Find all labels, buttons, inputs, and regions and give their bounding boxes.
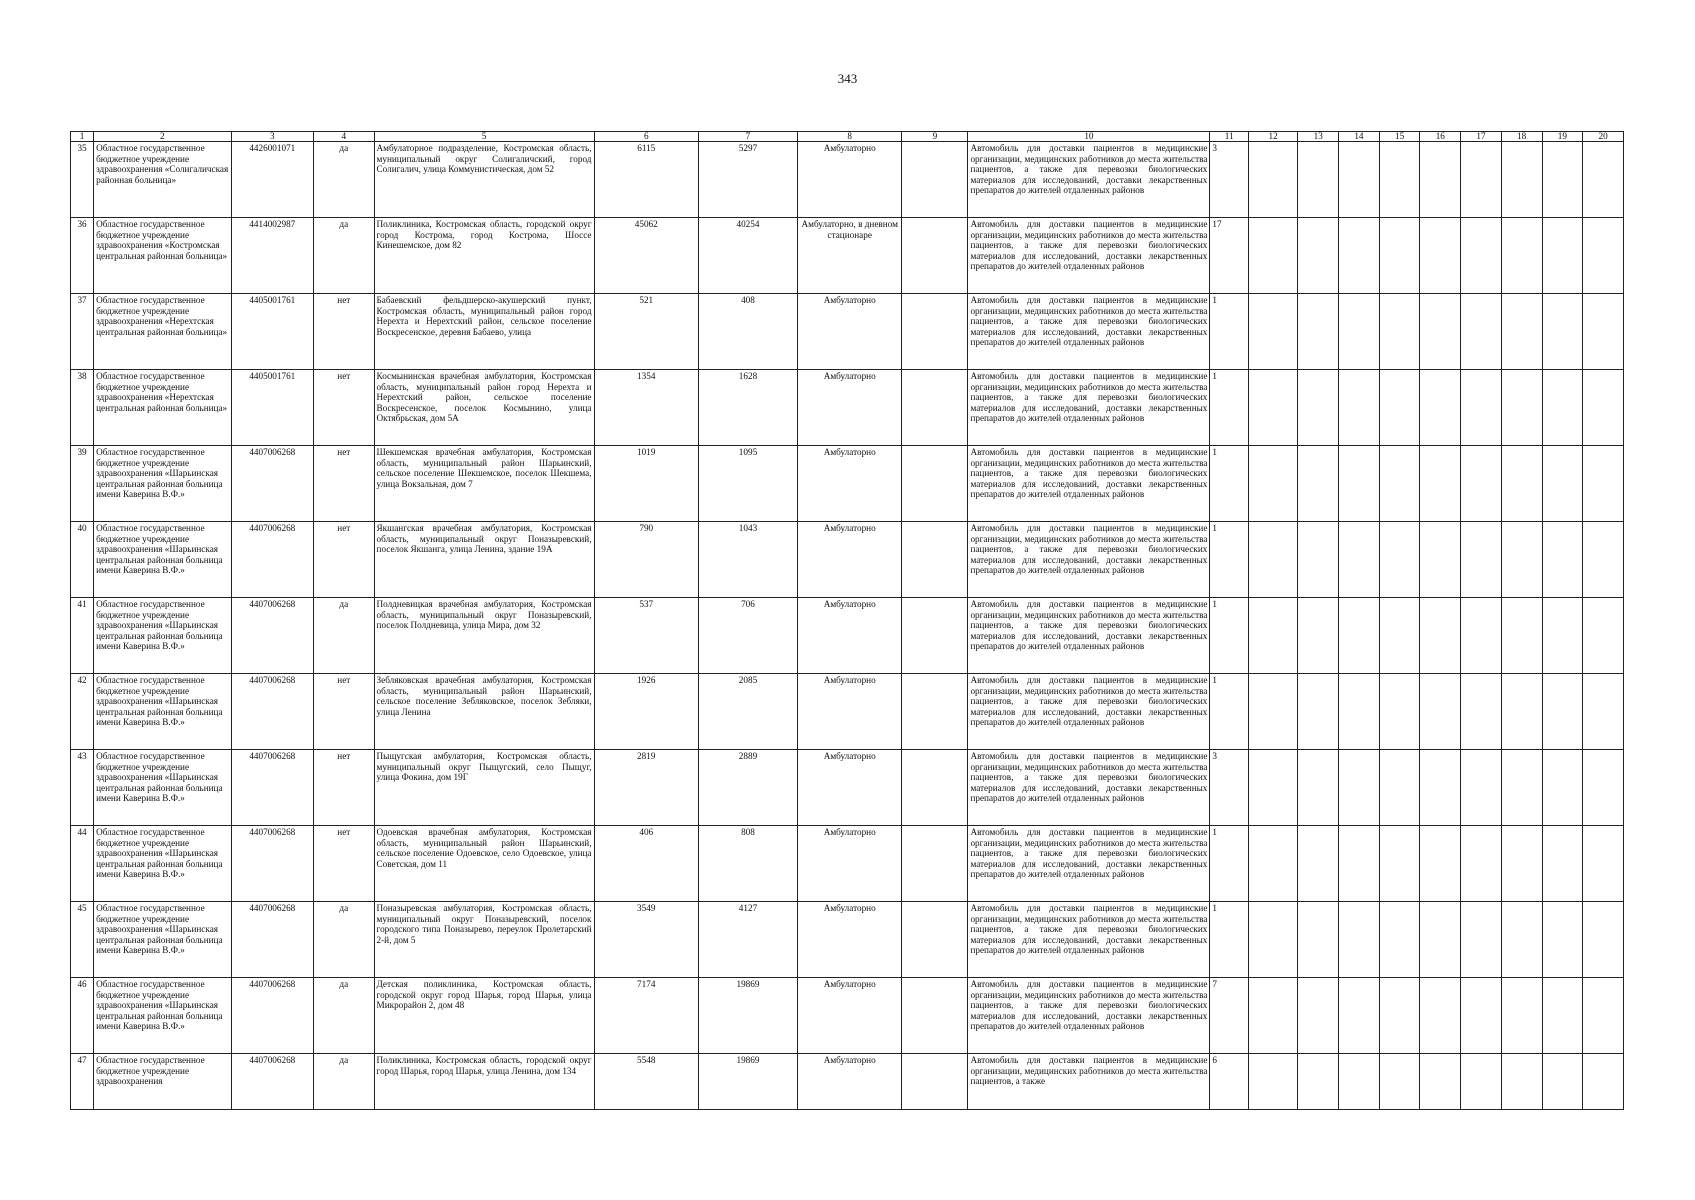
empty-col-18 bbox=[1501, 598, 1542, 674]
empty-col-20 bbox=[1583, 826, 1624, 902]
care-mode: Амбулаторно bbox=[797, 142, 901, 218]
empty-col-13 bbox=[1298, 902, 1339, 978]
yes-no-flag: нет bbox=[314, 750, 374, 826]
empty-col-15 bbox=[1379, 370, 1420, 446]
value-col-7: 2085 bbox=[698, 674, 797, 750]
vehicle-quantity: 3 bbox=[1210, 750, 1248, 826]
column-number-6: 6 bbox=[594, 132, 698, 142]
vehicle-quantity: 1 bbox=[1210, 598, 1248, 674]
column-number-10: 10 bbox=[968, 132, 1210, 142]
empty-col-14 bbox=[1339, 218, 1380, 294]
empty-col-18 bbox=[1501, 978, 1542, 1054]
care-mode: Амбулаторно bbox=[797, 446, 901, 522]
vehicle-purpose: Автомобиль для доставки пациентов в медицинские организации, медицинских работников до места жительства пациентов, а также для перевозки биологических материалов для исследований, доставки лекарственных препаратов до жителей отдаленных районов bbox=[968, 750, 1210, 826]
value-col-7: 2889 bbox=[698, 750, 797, 826]
table-row bbox=[71, 750, 1624, 826]
subdivision-address: Амбулаторное подразделение, Костромская область, муниципальный округ Солигаличский, город Солигалич, улица Коммунистическая, дом 52 bbox=[374, 142, 594, 218]
empty-col-13 bbox=[1298, 522, 1339, 598]
empty-col-18 bbox=[1501, 750, 1542, 826]
row-number: 42 bbox=[71, 674, 94, 750]
vehicle-quantity: 1 bbox=[1210, 370, 1248, 446]
vehicle-quantity: 3 bbox=[1210, 142, 1248, 218]
empty-col-17 bbox=[1461, 978, 1502, 1054]
empty-col-12 bbox=[1248, 522, 1297, 598]
empty-col-19 bbox=[1542, 978, 1583, 1054]
vehicle-purpose: Автомобиль для доставки пациентов в медицинские организации, медицинских работников до места жительства пациентов, а также для перевозки биологических материалов для исследований, доставки лекарственных препаратов до жителей отдаленных районов bbox=[968, 826, 1210, 902]
empty-col-20 bbox=[1583, 522, 1624, 598]
inn-code: 4407006268 bbox=[231, 750, 313, 826]
care-mode: Амбулаторно bbox=[797, 750, 901, 826]
vehicle-purpose: Автомобиль для доставки пациентов в медицинские организации, медицинских работников до места жительства пациентов, а также для перевозки биологических материалов для исследований, доставки лекарственных препаратов до жителей отдаленных районов bbox=[968, 294, 1210, 370]
empty-col-18 bbox=[1501, 674, 1542, 750]
empty-col-14 bbox=[1339, 750, 1380, 826]
value-col-7: 706 bbox=[698, 598, 797, 674]
care-mode: Амбулаторно bbox=[797, 978, 901, 1054]
column-number-18: 18 bbox=[1501, 132, 1542, 142]
row-number: 43 bbox=[71, 750, 94, 826]
row-number: 45 bbox=[71, 902, 94, 978]
empty-col-17 bbox=[1461, 1054, 1502, 1110]
value-col-6: 45062 bbox=[594, 218, 698, 294]
empty-col-18 bbox=[1501, 826, 1542, 902]
vehicle-purpose: Автомобиль для доставки пациентов в медицинские организации, медицинских работников до места жительства пациентов, а также bbox=[968, 1054, 1210, 1110]
empty-col-18 bbox=[1501, 446, 1542, 522]
vehicle-quantity: 1 bbox=[1210, 674, 1248, 750]
vehicle-quantity: 6 bbox=[1210, 1054, 1248, 1110]
empty-col-17 bbox=[1461, 294, 1502, 370]
column-number-19: 19 bbox=[1542, 132, 1583, 142]
empty-col-16 bbox=[1420, 218, 1461, 294]
organization-name: Областное государственное бюджетное учреждение здравоохранения «Шарьинская центральная районная больница имени Каверина В.Ф.» bbox=[94, 826, 231, 902]
value-col-7: 19869 bbox=[698, 1054, 797, 1110]
value-col-6: 3549 bbox=[594, 902, 698, 978]
yes-no-flag: нет bbox=[314, 370, 374, 446]
empty-col-9 bbox=[902, 218, 968, 294]
subdivision-address: Детская поликлиника, Костромская область, городской округ город Шарья, город Шарья, улица Микрорайон 2, дом 48 bbox=[374, 978, 594, 1054]
empty-col-16 bbox=[1420, 370, 1461, 446]
empty-col-20 bbox=[1583, 370, 1624, 446]
registry-sheet bbox=[70, 131, 1624, 1110]
table-row bbox=[71, 218, 1624, 294]
empty-col-9 bbox=[902, 750, 968, 826]
yes-no-flag: да bbox=[314, 902, 374, 978]
empty-col-19 bbox=[1542, 902, 1583, 978]
empty-col-9 bbox=[902, 826, 968, 902]
inn-code: 4405001761 bbox=[231, 370, 313, 446]
subdivision-address: Поназыревская амбулатория, Костромская область, муниципальный округ Поназыревский, поселок городского типа Поназырево, переулок Пролетарский 2-й, дом 5 bbox=[374, 902, 594, 978]
empty-col-19 bbox=[1542, 294, 1583, 370]
page-number: 343 bbox=[837, 71, 858, 86]
vehicle-purpose: Автомобиль для доставки пациентов в медицинские организации, медицинских работников до места жительства пациентов, а также для перевозки биологических материалов для исследований, доставки лекарственных препаратов до жителей отдаленных районов bbox=[968, 598, 1210, 674]
table-row bbox=[71, 294, 1624, 370]
vehicle-purpose: Автомобиль для доставки пациентов в медицинские организации, медицинских работников до места жительства пациентов, а также для перевозки биологических материалов для исследований, доставки лекарственных препаратов до жителей отдаленных районов bbox=[968, 674, 1210, 750]
column-number-11: 11 bbox=[1210, 132, 1248, 142]
vehicle-quantity: 1 bbox=[1210, 826, 1248, 902]
empty-col-18 bbox=[1501, 294, 1542, 370]
vehicle-purpose: Автомобиль для доставки пациентов в медицинские организации, медицинских работников до места жительства пациентов, а также для перевозки биологических материалов для исследований, доставки лекарственных препаратов до жителей отдаленных районов bbox=[968, 902, 1210, 978]
empty-col-17 bbox=[1461, 370, 1502, 446]
empty-col-12 bbox=[1248, 902, 1297, 978]
inn-code: 4414002987 bbox=[231, 218, 313, 294]
value-col-7: 19869 bbox=[698, 978, 797, 1054]
row-number: 36 bbox=[71, 218, 94, 294]
yes-no-flag: да bbox=[314, 142, 374, 218]
row-number: 41 bbox=[71, 598, 94, 674]
column-number-9: 9 bbox=[902, 132, 968, 142]
value-col-7: 4127 bbox=[698, 902, 797, 978]
empty-col-12 bbox=[1248, 370, 1297, 446]
empty-col-12 bbox=[1248, 978, 1297, 1054]
table-row bbox=[71, 826, 1624, 902]
empty-col-15 bbox=[1379, 218, 1420, 294]
care-mode: Амбулаторно bbox=[797, 294, 901, 370]
vehicle-quantity: 17 bbox=[1210, 218, 1248, 294]
subdivision-address: Полдневицкая врачебная амбулатория, Костромская область, муниципальный округ Поназыревский, поселок Полдневица, улица Мира, дом 32 bbox=[374, 598, 594, 674]
empty-col-15 bbox=[1379, 978, 1420, 1054]
inn-code: 4407006268 bbox=[231, 978, 313, 1054]
yes-no-flag: да bbox=[314, 598, 374, 674]
empty-col-9 bbox=[902, 978, 968, 1054]
column-number-20: 20 bbox=[1583, 132, 1624, 142]
column-number-1: 1 bbox=[71, 132, 94, 142]
empty-col-17 bbox=[1461, 522, 1502, 598]
empty-col-17 bbox=[1461, 826, 1502, 902]
value-col-6: 5548 bbox=[594, 1054, 698, 1110]
vehicle-quantity: 1 bbox=[1210, 446, 1248, 522]
empty-col-15 bbox=[1379, 598, 1420, 674]
table-row bbox=[71, 142, 1624, 218]
empty-col-15 bbox=[1379, 826, 1420, 902]
column-number-15: 15 bbox=[1379, 132, 1420, 142]
row-number: 44 bbox=[71, 826, 94, 902]
empty-col-16 bbox=[1420, 750, 1461, 826]
empty-col-16 bbox=[1420, 446, 1461, 522]
column-number-5: 5 bbox=[374, 132, 594, 142]
empty-col-13 bbox=[1298, 294, 1339, 370]
empty-col-12 bbox=[1248, 1054, 1297, 1110]
organization-name: Областное государственное бюджетное учреждение здравоохранения «Нерехтская центральная районная больница» bbox=[94, 294, 231, 370]
column-number-14: 14 bbox=[1339, 132, 1380, 142]
empty-col-15 bbox=[1379, 902, 1420, 978]
empty-col-13 bbox=[1298, 978, 1339, 1054]
empty-col-14 bbox=[1339, 1054, 1380, 1110]
empty-col-17 bbox=[1461, 142, 1502, 218]
value-col-7: 1043 bbox=[698, 522, 797, 598]
empty-col-18 bbox=[1501, 142, 1542, 218]
row-number: 47 bbox=[71, 1054, 94, 1110]
subdivision-address: Шекшемская врачебная амбулатория, Костромская область, муниципальный район Шарьинский, сельское поселение Шекшемское, поселок Шекшема, улица Вокзальная, дом 7 bbox=[374, 446, 594, 522]
organization-name: Областное государственное бюджетное учреждение здравоохранения «Шарьинская центральная районная больница имени Каверина В.Ф.» bbox=[94, 674, 231, 750]
empty-col-19 bbox=[1542, 218, 1583, 294]
registry-table bbox=[70, 131, 1624, 1110]
table-row bbox=[71, 978, 1624, 1054]
table-row bbox=[71, 598, 1624, 674]
organization-name: Областное государственное бюджетное учреждение здравоохранения bbox=[94, 1054, 231, 1110]
vehicle-quantity: 1 bbox=[1210, 294, 1248, 370]
organization-name: Областное государственное бюджетное учреждение здравоохранения «Шарьинская центральная районная больница имени Каверина В.Ф.» bbox=[94, 978, 231, 1054]
empty-col-14 bbox=[1339, 674, 1380, 750]
empty-col-16 bbox=[1420, 1054, 1461, 1110]
care-mode: Амбулаторно bbox=[797, 826, 901, 902]
row-number: 35 bbox=[71, 142, 94, 218]
inn-code: 4407006268 bbox=[231, 598, 313, 674]
empty-col-14 bbox=[1339, 446, 1380, 522]
subdivision-address: Поликлиника, Костромская область, городской округ город Шарья, город Шарья, улица Ленина, дом 134 bbox=[374, 1054, 594, 1110]
vehicle-quantity: 1 bbox=[1210, 522, 1248, 598]
subdivision-address: Космынинская врачебная амбулатория, Костромская область, муниципальный район город Нерехта и Нерехтский район, сельское поселение Воскресенское, поселок Космынино, улица Октябрьская, дом 5А bbox=[374, 370, 594, 446]
table-row bbox=[71, 674, 1624, 750]
empty-col-9 bbox=[902, 598, 968, 674]
empty-col-13 bbox=[1298, 674, 1339, 750]
empty-col-17 bbox=[1461, 750, 1502, 826]
column-number-row bbox=[71, 132, 1624, 142]
empty-col-19 bbox=[1542, 522, 1583, 598]
empty-col-12 bbox=[1248, 674, 1297, 750]
subdivision-address: Одоевская врачебная амбулатория, Костромская область, муниципальный район Шарьинский, сельское поселение Одоевское, село Одоевское, улица Советская, дом 11 bbox=[374, 826, 594, 902]
empty-col-20 bbox=[1583, 218, 1624, 294]
empty-col-19 bbox=[1542, 142, 1583, 218]
inn-code: 4405001761 bbox=[231, 294, 313, 370]
yes-no-flag: нет bbox=[314, 826, 374, 902]
empty-col-9 bbox=[902, 1054, 968, 1110]
empty-col-9 bbox=[902, 522, 968, 598]
empty-col-9 bbox=[902, 294, 968, 370]
care-mode: Амбулаторно bbox=[797, 522, 901, 598]
empty-col-19 bbox=[1542, 1054, 1583, 1110]
value-col-7: 1095 bbox=[698, 446, 797, 522]
yes-no-flag: да bbox=[314, 978, 374, 1054]
empty-col-9 bbox=[902, 674, 968, 750]
empty-col-15 bbox=[1379, 674, 1420, 750]
value-col-6: 6115 bbox=[594, 142, 698, 218]
empty-col-19 bbox=[1542, 826, 1583, 902]
empty-col-12 bbox=[1248, 294, 1297, 370]
column-number-16: 16 bbox=[1420, 132, 1461, 142]
empty-col-9 bbox=[902, 142, 968, 218]
empty-col-20 bbox=[1583, 902, 1624, 978]
yes-no-flag: нет bbox=[314, 674, 374, 750]
empty-col-16 bbox=[1420, 978, 1461, 1054]
empty-col-13 bbox=[1298, 750, 1339, 826]
vehicle-purpose: Автомобиль для доставки пациентов в медицинские организации, медицинских работников до места жительства пациентов, а также для перевозки биологических материалов для исследований, доставки лекарственных препаратов до жителей отдаленных районов bbox=[968, 978, 1210, 1054]
vehicle-purpose: Автомобиль для доставки пациентов в медицинские организации, медицинских работников до места жительства пациентов, а также для перевозки биологических материалов для исследований, доставки лекарственных препаратов до жителей отдаленных районов bbox=[968, 522, 1210, 598]
empty-col-19 bbox=[1542, 674, 1583, 750]
empty-col-20 bbox=[1583, 294, 1624, 370]
organization-name: Областное государственное бюджетное учреждение здравоохранения «Солигаличская районная больница» bbox=[94, 142, 231, 218]
value-col-6: 406 bbox=[594, 826, 698, 902]
empty-col-15 bbox=[1379, 142, 1420, 218]
column-number-7: 7 bbox=[698, 132, 797, 142]
table-body bbox=[71, 142, 1624, 1110]
value-col-6: 537 bbox=[594, 598, 698, 674]
empty-col-14 bbox=[1339, 522, 1380, 598]
vehicle-purpose: Автомобиль для доставки пациентов в медицинские организации, медицинских работников до места жительства пациентов, а также для перевозки биологических материалов для исследований, доставки лекарственных препаратов до жителей отдаленных районов bbox=[968, 446, 1210, 522]
empty-col-16 bbox=[1420, 598, 1461, 674]
empty-col-12 bbox=[1248, 142, 1297, 218]
empty-col-15 bbox=[1379, 446, 1420, 522]
value-col-6: 2819 bbox=[594, 750, 698, 826]
empty-col-13 bbox=[1298, 826, 1339, 902]
value-col-6: 1354 bbox=[594, 370, 698, 446]
empty-col-15 bbox=[1379, 750, 1420, 826]
vehicle-purpose: Автомобиль для доставки пациентов в медицинские организации, медицинских работников до места жительства пациентов, а также для перевозки биологических материалов для исследований, доставки лекарственных препаратов до жителей отдаленных районов bbox=[968, 370, 1210, 446]
empty-col-13 bbox=[1298, 218, 1339, 294]
column-number-4: 4 bbox=[314, 132, 374, 142]
vehicle-purpose: Автомобиль для доставки пациентов в медицинские организации, медицинских работников до места жительства пациентов, а также для перевозки биологических материалов для исследований, доставки лекарственных препаратов до жителей отдаленных районов bbox=[968, 142, 1210, 218]
subdivision-address: Зебляковская врачебная амбулатория, Костромская область, муниципальный район Шарьинский, сельское поселение Зебляковское, поселок Зебляки, улица Ленина bbox=[374, 674, 594, 750]
column-number-2: 2 bbox=[94, 132, 231, 142]
empty-col-20 bbox=[1583, 142, 1624, 218]
row-number: 46 bbox=[71, 978, 94, 1054]
empty-col-9 bbox=[902, 446, 968, 522]
subdivision-address: Бабаевский фельдшерско-акушерский пункт, Костромская область, муниципальный район город Нерехта и Нерехтский район, сельское поселение Воскресенское, деревня Бабаево, улица bbox=[374, 294, 594, 370]
empty-col-16 bbox=[1420, 294, 1461, 370]
yes-no-flag: нет bbox=[314, 294, 374, 370]
empty-col-16 bbox=[1420, 142, 1461, 218]
empty-col-14 bbox=[1339, 902, 1380, 978]
yes-no-flag: нет bbox=[314, 522, 374, 598]
empty-col-15 bbox=[1379, 1054, 1420, 1110]
empty-col-16 bbox=[1420, 826, 1461, 902]
empty-col-15 bbox=[1379, 294, 1420, 370]
value-col-7: 5297 bbox=[698, 142, 797, 218]
empty-col-9 bbox=[902, 370, 968, 446]
empty-col-19 bbox=[1542, 370, 1583, 446]
care-mode: Амбулаторно, в дневном стационаре bbox=[797, 218, 901, 294]
vehicle-purpose: Автомобиль для доставки пациентов в медицинские организации, медицинских работников до места жительства пациентов, а также для перевозки биологических материалов для исследований, доставки лекарственных препаратов до жителей отдаленных районов bbox=[968, 218, 1210, 294]
column-number-8: 8 bbox=[797, 132, 901, 142]
empty-col-13 bbox=[1298, 142, 1339, 218]
column-number-13: 13 bbox=[1298, 132, 1339, 142]
inn-code: 4407006268 bbox=[231, 826, 313, 902]
inn-code: 4407006268 bbox=[231, 1054, 313, 1110]
column-number-3: 3 bbox=[231, 132, 313, 142]
empty-col-14 bbox=[1339, 142, 1380, 218]
table-row bbox=[71, 446, 1624, 522]
empty-col-14 bbox=[1339, 598, 1380, 674]
empty-col-18 bbox=[1501, 1054, 1542, 1110]
empty-col-19 bbox=[1542, 446, 1583, 522]
empty-col-20 bbox=[1583, 978, 1624, 1054]
empty-col-19 bbox=[1542, 750, 1583, 826]
row-number: 37 bbox=[71, 294, 94, 370]
empty-col-18 bbox=[1501, 370, 1542, 446]
empty-col-14 bbox=[1339, 370, 1380, 446]
yes-no-flag: нет bbox=[314, 446, 374, 522]
organization-name: Областное государственное бюджетное учреждение здравоохранения «Нерехтская центральная районная больница» bbox=[94, 370, 231, 446]
table-row bbox=[71, 522, 1624, 598]
empty-col-12 bbox=[1248, 826, 1297, 902]
organization-name: Областное государственное бюджетное учреждение здравоохранения «Костромская центральная районная больница» bbox=[94, 218, 231, 294]
vehicle-quantity: 1 bbox=[1210, 902, 1248, 978]
empty-col-18 bbox=[1501, 218, 1542, 294]
vehicle-quantity: 7 bbox=[1210, 978, 1248, 1054]
value-col-6: 7174 bbox=[594, 978, 698, 1054]
value-col-7: 1628 bbox=[698, 370, 797, 446]
value-col-7: 40254 bbox=[698, 218, 797, 294]
row-number: 40 bbox=[71, 522, 94, 598]
organization-name: Областное государственное бюджетное учреждение здравоохранения «Шарьинская центральная районная больница имени Каверина В.Ф.» bbox=[94, 522, 231, 598]
table-row bbox=[71, 370, 1624, 446]
organization-name: Областное государственное бюджетное учреждение здравоохранения «Шарьинская центральная районная больница имени Каверина В.Ф.» bbox=[94, 598, 231, 674]
empty-col-16 bbox=[1420, 902, 1461, 978]
empty-col-16 bbox=[1420, 674, 1461, 750]
subdivision-address: Пыщугская амбулатория, Костромская область, муниципальный округ Пыщугский, село Пыщуг, улица Фокина, дом 19Г bbox=[374, 750, 594, 826]
empty-col-12 bbox=[1248, 598, 1297, 674]
inn-code: 4407006268 bbox=[231, 446, 313, 522]
inn-code: 4407006268 bbox=[231, 674, 313, 750]
organization-name: Областное государственное бюджетное учреждение здравоохранения «Шарьинская центральная районная больница имени Каверина В.Ф.» bbox=[94, 446, 231, 522]
care-mode: Амбулаторно bbox=[797, 370, 901, 446]
value-col-6: 1019 bbox=[594, 446, 698, 522]
column-number-17: 17 bbox=[1461, 132, 1502, 142]
empty-col-18 bbox=[1501, 902, 1542, 978]
organization-name: Областное государственное бюджетное учреждение здравоохранения «Шарьинская центральная районная больница имени Каверина В.Ф.» bbox=[94, 750, 231, 826]
subdivision-address: Поликлиника, Костромская область, городской округ город Кострома, город Кострома, Шоссе Кинешемское, дом 82 bbox=[374, 218, 594, 294]
empty-col-19 bbox=[1542, 598, 1583, 674]
care-mode: Амбулаторно bbox=[797, 1054, 901, 1110]
row-number: 39 bbox=[71, 446, 94, 522]
empty-col-14 bbox=[1339, 294, 1380, 370]
care-mode: Амбулаторно bbox=[797, 674, 901, 750]
yes-no-flag: да bbox=[314, 218, 374, 294]
empty-col-12 bbox=[1248, 218, 1297, 294]
value-col-6: 521 bbox=[594, 294, 698, 370]
inn-code: 4426001071 bbox=[231, 142, 313, 218]
subdivision-address: Якшангская врачебная амбулатория, Костромская область, муниципальный округ Поназыревский, поселок Якшанга, улица Ленина, здание 19А bbox=[374, 522, 594, 598]
empty-col-20 bbox=[1583, 1054, 1624, 1110]
empty-col-17 bbox=[1461, 674, 1502, 750]
inn-code: 4407006268 bbox=[231, 902, 313, 978]
empty-col-20 bbox=[1583, 598, 1624, 674]
empty-col-17 bbox=[1461, 218, 1502, 294]
organization-name: Областное государственное бюджетное учреждение здравоохранения «Шарьинская центральная районная больница имени Каверина В.Ф.» bbox=[94, 902, 231, 978]
care-mode: Амбулаторно bbox=[797, 598, 901, 674]
empty-col-14 bbox=[1339, 978, 1380, 1054]
empty-col-20 bbox=[1583, 446, 1624, 522]
table-row bbox=[71, 1054, 1624, 1110]
value-col-7: 408 bbox=[698, 294, 797, 370]
empty-col-17 bbox=[1461, 598, 1502, 674]
value-col-6: 1926 bbox=[594, 674, 698, 750]
empty-col-15 bbox=[1379, 522, 1420, 598]
empty-col-17 bbox=[1461, 446, 1502, 522]
row-number: 38 bbox=[71, 370, 94, 446]
empty-col-13 bbox=[1298, 370, 1339, 446]
inn-code: 4407006268 bbox=[231, 522, 313, 598]
empty-col-14 bbox=[1339, 826, 1380, 902]
empty-col-20 bbox=[1583, 750, 1624, 826]
empty-col-16 bbox=[1420, 522, 1461, 598]
empty-col-12 bbox=[1248, 750, 1297, 826]
empty-col-13 bbox=[1298, 1054, 1339, 1110]
empty-col-9 bbox=[902, 902, 968, 978]
empty-col-20 bbox=[1583, 674, 1624, 750]
empty-col-13 bbox=[1298, 598, 1339, 674]
empty-col-12 bbox=[1248, 446, 1297, 522]
empty-col-18 bbox=[1501, 522, 1542, 598]
care-mode: Амбулаторно bbox=[797, 902, 901, 978]
table-row bbox=[71, 902, 1624, 978]
yes-no-flag: да bbox=[314, 1054, 374, 1110]
empty-col-17 bbox=[1461, 902, 1502, 978]
value-col-6: 790 bbox=[594, 522, 698, 598]
column-number-12: 12 bbox=[1248, 132, 1297, 142]
value-col-7: 808 bbox=[698, 826, 797, 902]
empty-col-13 bbox=[1298, 446, 1339, 522]
